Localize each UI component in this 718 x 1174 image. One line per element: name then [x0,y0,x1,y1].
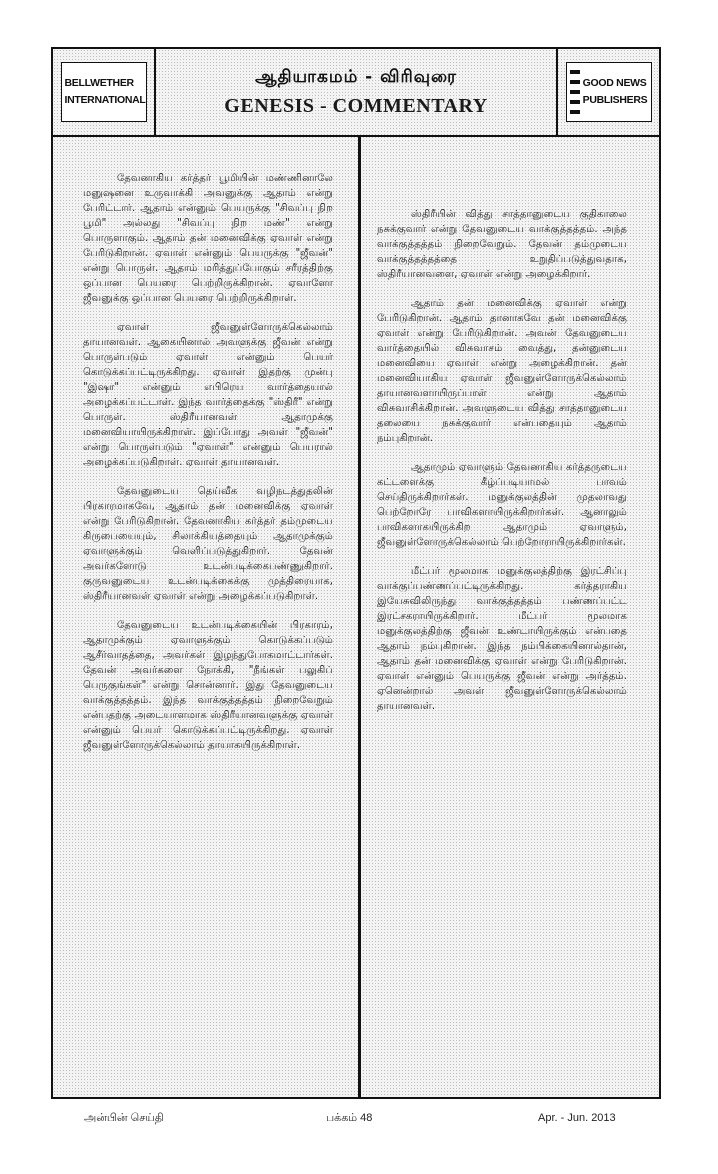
logo-left-line2: INTERNATIONAL [64,94,146,106]
footer-issue-date: Apr. - Jun. 2013 [538,1112,616,1124]
right-column [377,207,627,728]
left-paragraph-3: தேவனுடைய தெய்வீக வழிநடத்துதலின் பிரகாரமாகவே, ஆதாம் தன் மனைவிக்கு ஏவாள் என்று பேரிடுகிறான். தேவனாகிய கர்த்தர் தம்முடைய கிருபையையும், சிலாக்கியத்தையும் ஆதாமுக்கும் ஏவாளுக்கும் வெளிப்படுத்துகிறார். தேவன் அவர்களோடு உடன்படிக்கைபண்ணுகிறார். குருவனுடைய உடன்படிக்கைக்கு முத்திரையாக, ஸ்திரீயானவள் ஏவாள் என்று அழைக்கப்படுகிறாள். [83,486,333,602]
good-news-logo [556,49,659,135]
title-tamil: ஆதியாகமம் - விரிவுரை [255,66,457,87]
right-paragraph-3: ஆதாமும் ஏவாளும் தேவனாகிய கர்த்தருடைய கட்டளைக்கு கீழ்ப்படியாமல் பாவம் செய்திருக்கிறார்கள். மனுக்குலத்தின் முதலாவது பெற்றோரே பாவிகளாயிருக்கிறார்கள். ஆனாலும் பாவிகளாகயிருக்கிற ஆதாமும் ஏவாளும், ஜீவனுள்ளோருக்கெல்லாம் பெற்றோராயிருக்கிறார்கள். [377,462,627,548]
column-divider [358,135,361,1097]
title-box [156,49,556,135]
bellwether-logo [53,49,156,135]
right-paragraph-4: மீட்பர் மூலமாக மனுக்குலத்திற்கு இரட்சிப்பு வாக்குப்பண்ணப்பட்டிருக்கிறது. கர்த்தராகிய இயேசுவிலிருந்து வாக்குத்தத்தம் பண்ணப்பட்ட இரட்சகராயிருக்கிறார். மீட்பர் மூலமாக மனுக்குலத்திற்கு ஜீவன் உண்டாயிருக்கும் என்பதை ஆதாம் நம்புகிறான். இந்த நம்பிக்கையினால்தான், ஆதாம் தன் மனைவிக்கு ஏவாள் என்று பேரிடுகிறான். ஏவாள் என்னும் பெயருக்கு ஜீவன் என்று அர்த்தம். ஏனென்றால் அவள் ஜீவனுள்ளோருக்கெல்லாம் தாயானவள். [377,566,627,712]
header [53,49,659,137]
right-paragraph-1: ஸ்திரீயின் வித்து சாத்தானுடைய குதிகாலை நசுக்குவார் என்று தேவனுடைய வாக்குத்தத்தம். அந்த வாக்குத்தத்தம் நிறைவேறும். தேவன் தம்முடைய வாக்குத்தத்தத்தை உறுதிப்படுத்துவதாக, ஸ்திரீயானவளை, ஏவாள் என்று அழைக்கிறார். [377,209,627,280]
left-paragraph-4: தேவனுடைய உடன்படிக்கையின் பிரகாரம், ஆதாமுக்கும் ஏவாளுக்கும் கொடுக்கப்படும் ஆசீர்வாதத்தை, அவர்கள் இழந்துபோகமாட்டார்கள். தேவன் அவர்களை நோக்கி, "நீங்கள் பலுகிப் பெருகுங்கள்" என்று சொன்னார். இது தேவனுடைய வாக்குத்தத்தம். இந்த வாக்குத்தத்தம் நிறைவேறும் என்பதற்கு அடையாளமாக ஸ்திரீயானவளுக்கு ஏவாள் என்னும் பெயர் கொடுக்கப்பட்டிருக்கிறது. ஏவாள் ஜீவனுள்ளோருக்கெல்லாம் தாயாகயிருக்கிறாள். [83,620,333,751]
footer-page-number: பக்கம் 48 [326,1112,373,1124]
logo-left-line1: BELLWETHER [64,77,134,89]
left-paragraph-2: ஏவாள் ஜீவனுள்ளோருக்கெல்லாம் தாயானவள். ஆகையினால் அவளுக்கு ஜீவன் என்று பொருள்படும் ஏவாள் என்னும் பெயர் கொடுக்கப்பட்டிருக்கிறது. ஏவாள் இதற்கு முன்பு "இஷா" என்னும் எபிரெய வார்த்தையால் அழைக்கப்பட்டாள். இந்த வார்த்தைக்கு "ஸ்திரீ" என்று பொருள். ஸ்திரீயானவள் ஆதாமுக்கு மனைவியாயிருக்கிறாள். இப்போது அவள் "ஜீவன்" என்று பொருள்படும் "ஏவாள்" என்னும் பெயரால் அழைக்கப்படுகிறாள். ஏவாள் தாயானவள். [83,322,333,468]
left-column [83,171,333,767]
logo-right-line2: PUBLISHERS [582,94,648,106]
footer [0,1112,718,1132]
footer-magazine: அன்பின் செய்தி [84,1112,164,1124]
right-paragraph-2: ஆதாம் தன் மனைவிக்கு ஏவாள் என்று பேரிடுகிறான். ஆதாம் தானாகவே தன் மனைவிக்கு ஏவாள் என்று பேரிடுகிறான். அவன் தேவனுடைய வார்த்தையில் விசுவாசம் வைத்து, தன்னுடைய மனைவியை ஏவாள் என்று அழைக்கிறான். தன் மனைவியாகிய ஏவாள் ஜீவனுள்ளோருக்கெல்லாம் தாயானவளாயிருப்பாள் என்று ஆதாம் விசுவாசிக்கிறான். அவளுடைய வித்து சாத்தானுடைய தலையை நசுக்குவார் என்பதையும் ஆதாம் நம்புகிறான். [377,298,627,444]
title-english: GENESIS - COMMENTARY [224,94,488,117]
good-news-mark-icon [570,70,580,114]
page-frame [51,47,661,1099]
left-paragraph-1: தேவனாகிய கர்த்தர் பூமியின் மண்ணினாலே மனுஷனை உருவாக்கி அவனுக்கு ஆதாம் என்று பேரிட்டார். ஆதாம் என்னும் பெயருக்கு "சிவப்பு நிற பூமி" அல்லது "சிவப்பு நிற மண்" என்று பொருளாகும். ஆதாம் தன் மனைவிக்கு ஏவாள் என்று பேரிடுகிறான். ஏவாள் என்னும் பெயருக்கு "ஜீவன்" என்று பொருள். ஆதாம் மரித்துப்போகும் சரீரத்திற்கு ஒப்பான பெயரை பெற்றிருக்கிறான். ஏவாளோ ஜீவனுக்கு ஒப்பான பெயரை பெற்றிருக்கிறாள். [83,173,333,304]
logo-right-line1: GOOD NEWS [582,77,647,89]
